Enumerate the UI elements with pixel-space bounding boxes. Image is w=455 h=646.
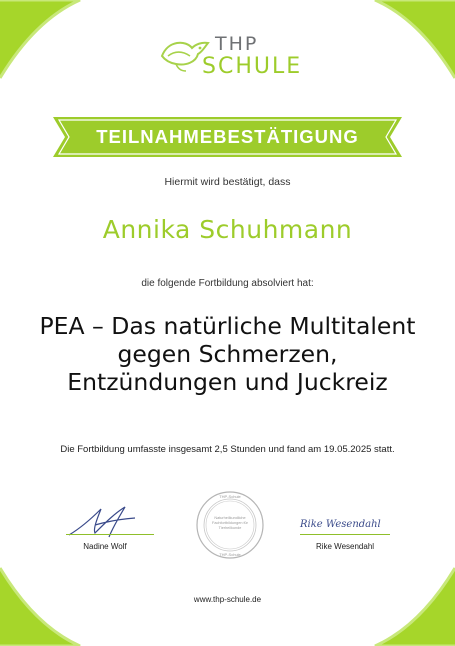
logo-text-schule: SCHULE bbox=[202, 54, 303, 79]
corner-decoration-top-left bbox=[0, 0, 90, 90]
website-link[interactable]: www.thp-schule.de bbox=[193, 595, 262, 604]
signature-nadine-wolf bbox=[65, 503, 140, 541]
logo-text-thp: THP bbox=[215, 33, 259, 55]
thp-schule-logo bbox=[158, 32, 303, 82]
certificate-title: TEILNAHMEBESTÄTIGUNG bbox=[96, 126, 359, 147]
signer-name-left: Nadine Wolf bbox=[83, 542, 127, 551]
seal-inner-text: Naturheilkundliche Fachfortbildungen für Tierheilkunde bbox=[212, 516, 248, 530]
signature-line-right bbox=[300, 534, 390, 535]
signer-name-right: Rike Wesendahl bbox=[315, 542, 375, 551]
participant-name: Annika Schuhmann bbox=[102, 215, 353, 244]
signature-line-left bbox=[66, 534, 154, 535]
completed-text: die folgende Fortbildung absolviert hat: bbox=[141, 278, 314, 289]
seal-ring-text-bottom: THP-Schule bbox=[219, 552, 241, 557]
course-summary: Die Fortbildung umfasste insgesamt 2,5 Stunden und fand am 19.05.2025 statt. bbox=[60, 444, 395, 455]
intro-text: Hiermit wird bestätigt, dass bbox=[164, 176, 291, 188]
corner-decoration-top-right bbox=[365, 0, 455, 90]
seal-ring-text-top: THP-Schule bbox=[219, 494, 241, 499]
signature-rike-wesendahl: Rike Wesendahl bbox=[300, 519, 381, 530]
course-title: PEA – Das natürliche Multitalent gegen Schmerzen, Entzündungen und Juckreiz bbox=[39, 312, 416, 396]
